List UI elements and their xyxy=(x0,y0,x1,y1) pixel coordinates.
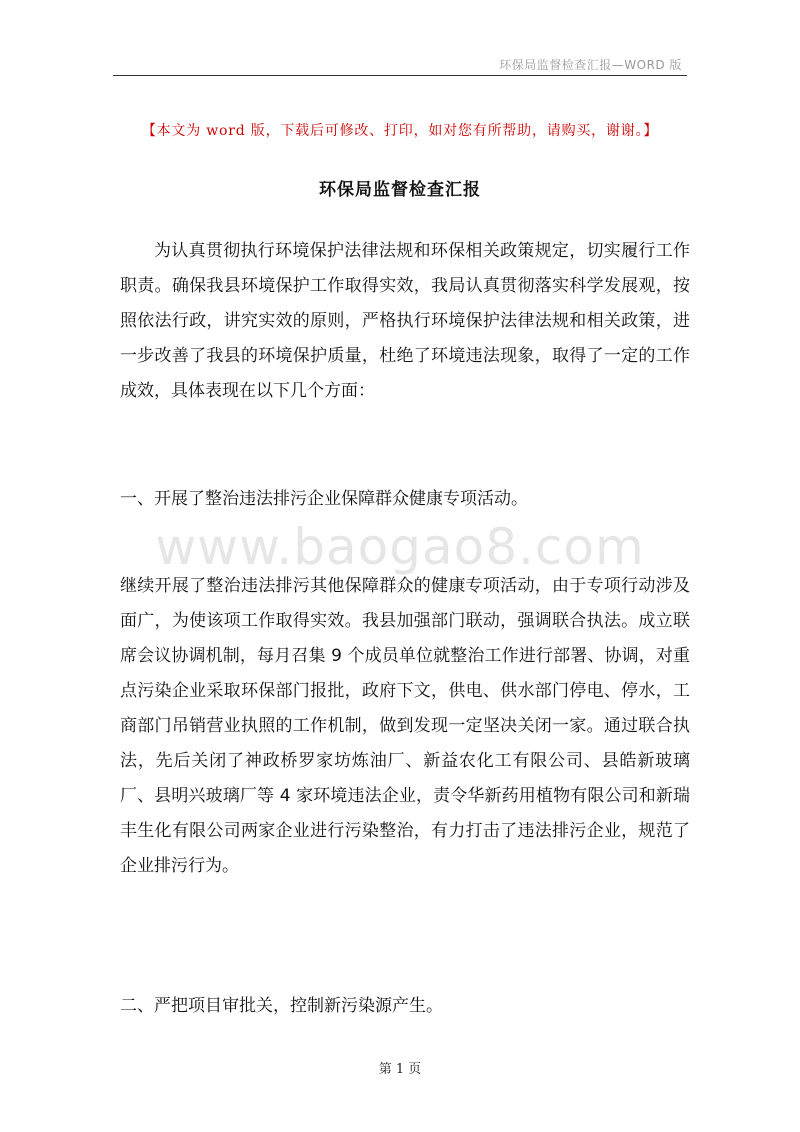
section-2-heading: 二、严把项目审批关，控制新污染源产生。 xyxy=(120,996,443,1016)
document-title: 环保局监督检查汇报 xyxy=(319,180,481,200)
page-number: 第 1 页 xyxy=(378,1062,422,1077)
running-header: 环保局监督检查汇报—WORD 版 xyxy=(499,58,682,72)
download-notice: 【本文为 word 版，下载后可修改、打印，如对您有所帮助，请购买，谢谢。】 xyxy=(141,123,659,139)
section-1-heading: 一、开展了整治违法排污企业保障群众健康专项活动。 xyxy=(120,489,528,509)
section-1-body: 继续开展了整治违法排污其他保障群众的健康专项活动，由于专项行动涉及面广，为使该项工作取得实效。我县加强部门联动，强调联合执法。成立联席会议协调机制，每月召集 9 个成员单位就整治工作进行部署、协调，对重点污染企业采取环保部门报批，政府下文，供电、供水部门停电、停水，工商部门吊销营业执照的工作机制，做到发现一定坚决关闭一家。通过联合执法，先后关闭了神政桥罗家坊炼油厂、新益农化工有限公司、县皓新玻璃厂、县明兴玻璃厂等 4 家环境违法企业，责令华新药用植物有限公司和新瑞丰生化有限公司两家企业进行污染整治，有力打击了违法排污企业，规范了企业排污行为。 xyxy=(120,576,690,876)
watermark: www.baogao8.com xyxy=(155,518,645,576)
intro-paragraph: 为认真贯彻执行环境保护法律法规和环保相关政策规定，切实履行工作职责。确保我县环境保护工作取得实效，我局认真贯彻落实科学发展观，按照依法行政，讲究实效的原则，严格执行环境保护法律法规和相关政策，进一步改善了我县的环境保护质量，杜绝了环境违法现象，取得了一定的工作成效，具体表现在以下几个方面： xyxy=(120,241,690,401)
header-divider xyxy=(113,75,687,76)
